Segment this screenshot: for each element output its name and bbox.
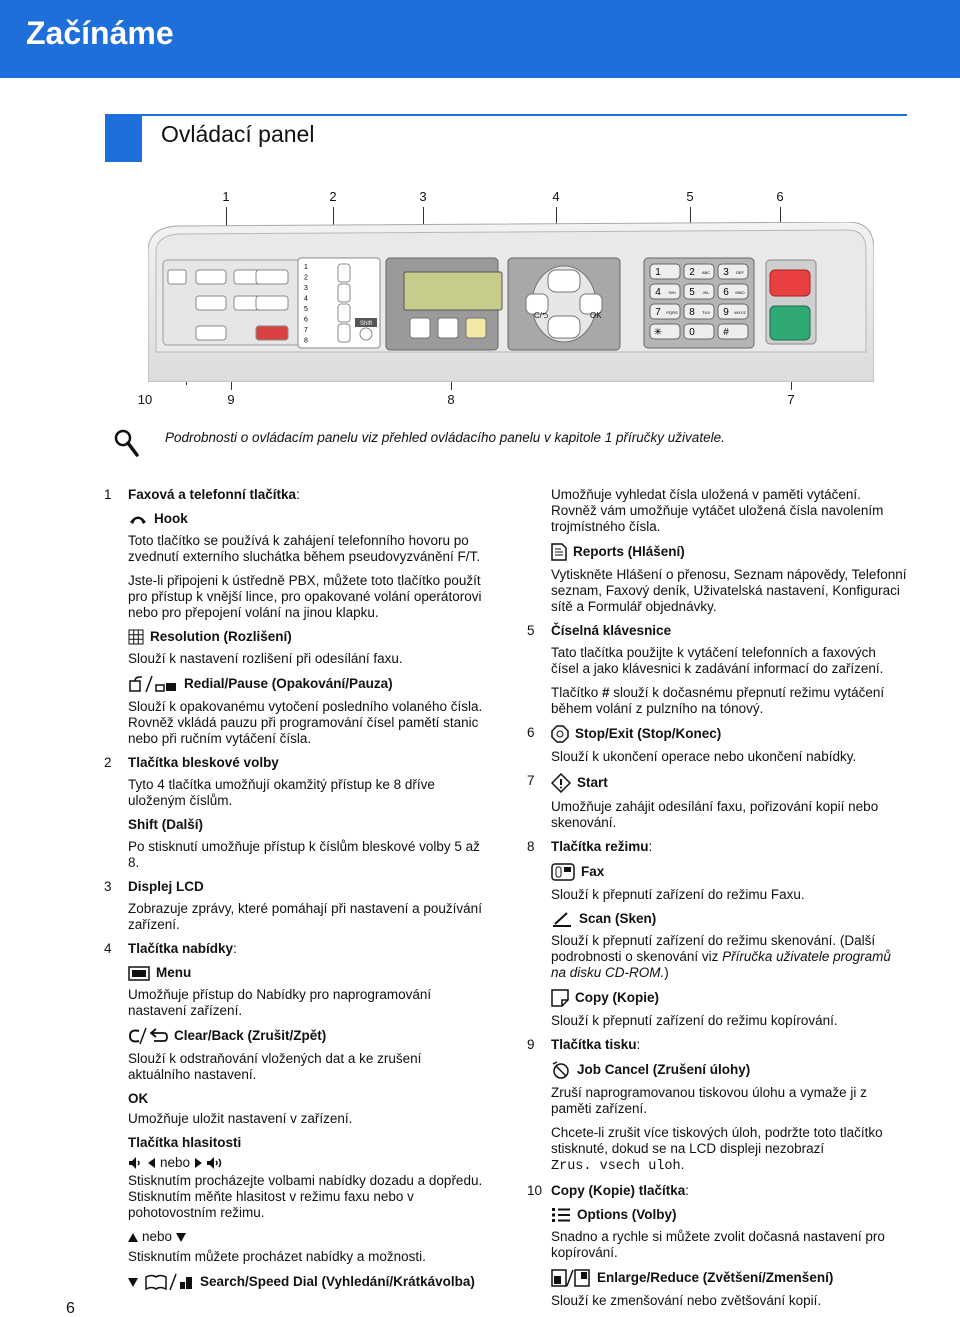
callout-9: 9 (227, 392, 235, 407)
clear-text: Slouží k odstraňování vložených dat a ke zrušení aktuálního nastavení. (128, 1051, 422, 1082)
item-title: Tlačítka režimu (551, 839, 649, 854)
colon: : (636, 1037, 641, 1052)
reports-text: Vytiskněte Hlášení o přenosu, Seznam nápovědy, Telefonní seznam, Faxový deník, Uživatelská nastavení, Konfiguraci sítě a Formulář objednávky. (551, 567, 907, 614)
handset-icon (128, 513, 148, 525)
list-item (527, 1037, 907, 1175)
lcd-message: Zrus. vsech uloh (551, 1159, 681, 1174)
options-title: Options (Volby) (577, 1207, 677, 1222)
callout-7: 7 (787, 392, 795, 407)
item-number: 2 (104, 755, 112, 770)
fax-title: Fax (581, 864, 605, 879)
shift-text: Po stisknutí umožňuje přístup k číslům bleskové volby 5 až 8. (128, 839, 480, 870)
subheading-redial (128, 675, 484, 693)
item-number: 10 (527, 1183, 543, 1198)
stop-text: Slouží k ukončení operace nebo ukončení nabídky. (551, 749, 857, 764)
section-title: Ovládací panel (161, 121, 315, 147)
keypad-key-label: 7 (655, 307, 661, 318)
callout-1: 1 (222, 189, 230, 204)
keypad-text: Tato tlačítka použijte k vytáčení telefonních a faxových čísel a jako klávesnici k zadávání informací do zařízení. (551, 645, 884, 676)
subheading-fax (551, 863, 907, 881)
keypad-key-label: 4 (655, 287, 661, 298)
ok-key-label: OK (590, 311, 602, 320)
item-number: 8 (527, 839, 535, 854)
resolution-text: Slouží k nastavení rozlišení při odesílání faxu. (128, 651, 403, 666)
nebo-label: nebo (160, 1155, 191, 1170)
stop-title: Stop/Exit (Stop/Konec) (575, 726, 722, 741)
item-title: Copy (Kopie) tlačítka (551, 1183, 686, 1198)
job-cancel-title: Job Cancel (Zrušení úlohy) (577, 1062, 751, 1077)
options-icon (551, 1207, 571, 1223)
keypad-key-letters: PQRS (666, 310, 678, 315)
volume-keys (128, 1155, 484, 1171)
list-item (104, 755, 484, 871)
item-title: Displej LCD (128, 879, 204, 894)
one-touch-number: 7 (304, 327, 308, 334)
enlarge-reduce-icon (551, 1269, 591, 1287)
keypad-key-letters: TUV (702, 310, 710, 315)
volume-up-icon (206, 1156, 226, 1170)
enlarge-text: Slouží ke zmenšování nebo zvětšování kopií. (551, 1293, 822, 1308)
keypad-key-letters: GHI (668, 290, 676, 295)
speed-dial-text: Tyto 4 tlačítka umožňují okamžitý přístup ke 8 dříve uloženým číslům. (128, 777, 435, 808)
subheading-job-cancel (551, 1061, 907, 1079)
shift-label: Shift (359, 321, 373, 327)
subheading-search (128, 1273, 484, 1291)
section-marker (105, 114, 142, 162)
start-text: Umožňuje zahájit odesílání faxu, pořizování kopií nebo skenování. (551, 799, 879, 830)
scan-text-end: ) (664, 965, 669, 980)
search-speed-dial-icon (144, 1273, 194, 1291)
item-title: Tlačítka tisku (551, 1037, 637, 1052)
start-icon (551, 773, 571, 793)
magnifier-icon (113, 428, 139, 458)
keypad-key-label: 3 (723, 267, 729, 278)
copy-text: Slouží k přepnutí zařízení do režimu kopírování. (551, 1013, 838, 1028)
subheading-resolution (128, 629, 484, 645)
one-touch-number: 2 (304, 274, 308, 282)
subheading-start (551, 773, 907, 793)
right-arrow-icon (194, 1158, 202, 1168)
one-touch-number: 6 (304, 316, 308, 324)
up-arrow-icon (128, 1233, 138, 1242)
subheading-scan (551, 911, 907, 927)
hook-text: Toto tlačítko se používá k zahájení telefonního hovoru po zvednutí externího sluchátka během pseudovyzvánění F/T. (128, 533, 480, 564)
left-arrow-icon (148, 1158, 156, 1168)
menu-icon (128, 966, 150, 981)
colon: : (233, 941, 237, 956)
list-item (104, 487, 484, 747)
keypad-key-label: 1 (655, 267, 661, 278)
subheading-clear (128, 1027, 484, 1045)
item-number: 9 (527, 1037, 535, 1052)
one-touch-number: 4 (304, 295, 308, 303)
ok-text: Umožňuje uložit nastavení v zařízení. (128, 1111, 353, 1126)
stop-icon (551, 725, 569, 743)
volume-down-icon (128, 1156, 144, 1170)
item-title: Číselná klávesnice (551, 623, 672, 638)
options-text: Snadno a rychle si můžete zvolit dočasná nastavení pro kopírování. (551, 1229, 885, 1260)
down-arrow-icon (176, 1233, 186, 1242)
scan-text: Slouží k přepnutí zařízení do režimu skenování. (Další podrobnosti o skenování viz (551, 933, 876, 964)
period: . (680, 1157, 685, 1172)
volume-title: Tlačítka hlasitosti (128, 1135, 242, 1150)
keypad-key-label: 0 (689, 327, 695, 338)
control-panel-illustration (148, 222, 874, 382)
fax-text: Slouží k přepnutí zařízení do režimu Faxu. (551, 887, 805, 902)
callout-6: 6 (776, 189, 784, 204)
keypad-key-letters: DEF (736, 270, 744, 275)
list-item (104, 879, 484, 933)
up-down-keys (128, 1229, 484, 1245)
nebo-label: nebo (142, 1229, 173, 1244)
item-number: 7 (527, 773, 535, 788)
down-arrow-icon (128, 1278, 138, 1287)
callout-4: 4 (552, 189, 560, 204)
fax-icon (551, 863, 575, 881)
resolution-grid-icon (128, 629, 144, 645)
keypad-key-letters: WXYZ (734, 310, 746, 315)
resolution-title: Resolution (Rozlišení) (150, 629, 292, 644)
up-down-text: Stisknutím můžete procházet nabídky a možnosti. (128, 1249, 426, 1264)
keypad-key-label: 2 (689, 267, 695, 278)
subheading-menu (128, 965, 484, 981)
scan-title: Scan (Sken) (579, 911, 657, 926)
reports-icon (551, 543, 567, 561)
keypad-key-letters: JKL (702, 290, 710, 295)
subheading-options (551, 1207, 907, 1223)
menu-text: Umožňuje přístup do Nabídky pro naprogramování nastavení zařízení. (128, 987, 432, 1018)
ok-title: OK (128, 1091, 149, 1106)
keypad-key-label: ✳ (653, 327, 663, 338)
hook-title: Hook (154, 511, 188, 526)
item-number: 3 (104, 879, 112, 894)
keypad-text-2a: Tlačítko (551, 685, 603, 700)
list-item (527, 623, 907, 717)
keypad-key-letters: ABC (701, 270, 711, 275)
page-number: 6 (66, 1300, 75, 1317)
menu-title: Menu (156, 965, 192, 980)
scan-reference: Příručka uživatele programů na disku CD-ROM. (551, 949, 891, 980)
one-touch-number: 8 (304, 337, 308, 345)
clear-back-icon (128, 1027, 168, 1045)
keypad-key-letters: MNO (735, 290, 745, 295)
list-item (527, 725, 907, 765)
lcd-text: Zobrazuje zprávy, které pomáhají při nastavení a používání zařízení. (128, 901, 482, 932)
subheading-stop (551, 725, 907, 743)
subheading-copy (551, 989, 907, 1007)
list-item (527, 1183, 907, 1309)
clear-title: Clear/Back (Zrušit/Zpět) (174, 1028, 327, 1043)
shift-title: Shift (Další) (128, 817, 204, 832)
note-text: Podrobnosti o ovládacím panelu viz přehled ovládacího panelu v kapitole 1 příručky uživatele. (165, 430, 725, 445)
left-column (104, 487, 484, 1299)
keypad-key-label: 6 (723, 287, 729, 298)
keypad-key-label: 9 (723, 307, 729, 318)
keypad-key-label: 8 (689, 307, 695, 318)
job-cancel-text: Zruší naprogramovanou tiskovou úlohu a vymaže ji z paměti zařízení. (551, 1085, 867, 1116)
job-cancel-icon (551, 1061, 571, 1079)
hook-text-2: Jste-li připojeni k ústředně PBX, můžete toto tlačítko použít pro přístup k vnější lince, pro opakované volání operátorovi nebo pro přepojení volání na jinou klapku. (128, 573, 482, 620)
section-rule (142, 114, 907, 116)
one-touch-number: 3 (304, 285, 308, 292)
hash-key: # (602, 685, 610, 700)
volume-text: Stisknutím procházejte volbami nabídky dozadu a dopředu. Stisknutím měňte hlasitost v režimu faxu nebo v pohotovostním režimu. (128, 1173, 483, 1220)
search-text: Umožňuje vyhledat čísla uložená v paměti vytáčení. Rovněž vám umožňuje vytáčet uložená čísla navolením trojmístného čísla. (551, 487, 884, 534)
keypad-text-2b: slouží k dočasnému přepnutí režimu vytáčení během volání z pulzního na tónový. (551, 685, 885, 716)
item-title: Tlačítka nabídky (128, 941, 234, 956)
job-cancel-text-2: Chcete-li zrušit více tiskových úloh, podržte toto tlačítko stisknuté, dokud se na LCD displeji nezobrazí (551, 1125, 883, 1156)
colon: : (296, 487, 300, 502)
list-item (527, 839, 907, 1029)
redial-pause-icon (128, 675, 178, 693)
subheading-hook (128, 511, 484, 527)
copy-icon (551, 989, 569, 1007)
copy-title: Copy (Kopie) (575, 990, 659, 1005)
one-touch-number: 5 (304, 306, 308, 313)
redial-title: Redial/Pause (Opakování/Pauza) (184, 676, 393, 691)
start-title: Start (577, 775, 608, 790)
callout-10: 10 (137, 392, 153, 407)
item-number: 1 (104, 487, 112, 502)
subheading-reports (551, 543, 907, 561)
redial-text: Slouží k opakovanému vytočení posledního volaného čísla. Rovněž vkládá pauzu při programování čísel pamětí stanic nebo při ručním vytáčení čísla. (128, 699, 483, 746)
one-touch-number: 1 (304, 264, 308, 271)
scan-icon (551, 911, 573, 927)
item-title: Tlačítka bleskové volby (128, 755, 279, 770)
list-item (527, 487, 907, 615)
callout-2: 2 (329, 189, 337, 204)
list-item (104, 941, 484, 1291)
callout-5: 5 (686, 189, 694, 204)
callout-3: 3 (419, 189, 427, 204)
reports-title: Reports (Hlášení) (573, 544, 685, 559)
item-number: 4 (104, 941, 112, 956)
search-title: Search/Speed Dial (Vyhledání/Krátkávolba) (200, 1274, 475, 1289)
clear-key-label: C/⮌ (534, 311, 549, 320)
colon: : (648, 839, 653, 854)
item-number: 6 (527, 725, 535, 740)
enlarge-title: Enlarge/Reduce (Zvětšení/Zmenšení) (597, 1270, 834, 1285)
item-number: 5 (527, 623, 535, 638)
item-title: Faxová a telefonní tlačítka (128, 487, 297, 502)
keypad-key-label: 5 (689, 287, 695, 298)
page-title: Začínáme (26, 15, 174, 51)
list-item (527, 773, 907, 831)
colon: : (685, 1183, 690, 1198)
callout-8: 8 (447, 392, 455, 407)
right-column (527, 487, 907, 1317)
keypad-key-label: # (723, 327, 729, 338)
subheading-enlarge (551, 1269, 907, 1287)
